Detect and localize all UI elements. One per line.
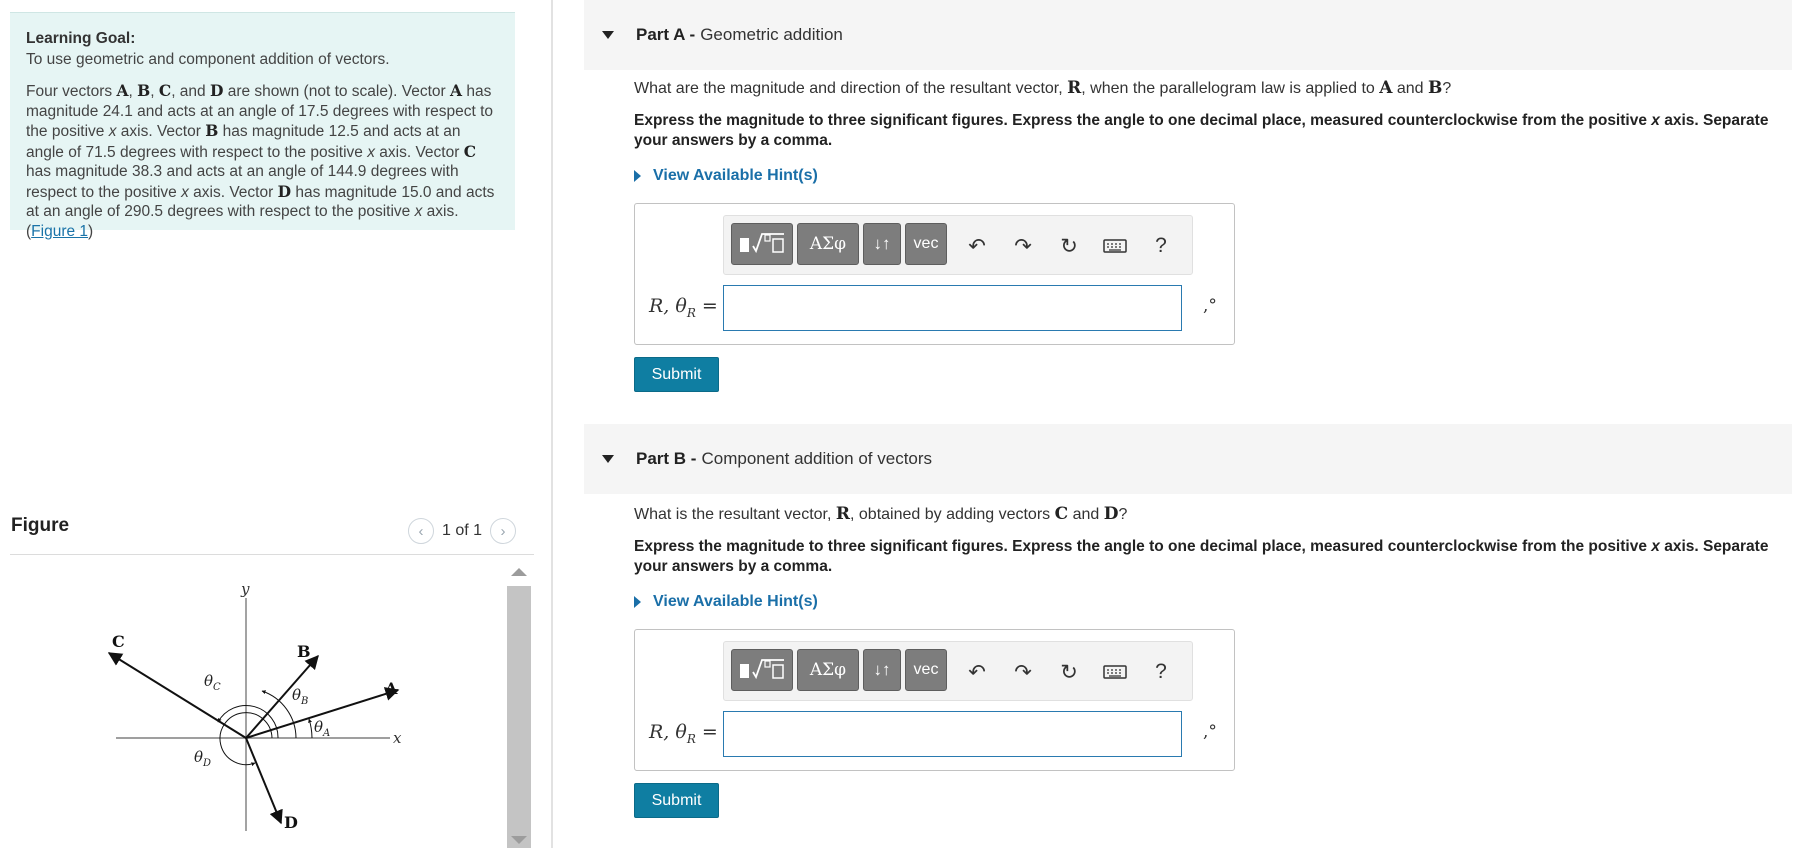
- vector-c: [109, 653, 246, 738]
- question-text: and: [1392, 80, 1429, 97]
- equation-label-text: R, θ: [649, 295, 687, 317]
- caret-right-icon[interactable]: [634, 596, 641, 608]
- caret-down-icon[interactable]: [602, 31, 614, 39]
- vector-symbol-b: B: [1428, 78, 1443, 98]
- equation-label: [649, 295, 718, 320]
- x-axis-symbol: x: [108, 123, 117, 140]
- question-text: What are the magnitude and direction of the resultant vector,: [634, 80, 1068, 97]
- y-axis-label: y: [241, 580, 250, 598]
- vector-symbol-a: A: [116, 81, 129, 100]
- caret-right-icon[interactable]: [634, 170, 641, 182]
- question-text: What is the resultant vector,: [634, 506, 836, 523]
- desc-text: has magnitude 12.5 and acts at an angle of 71.5 degrees with respect to the positive: [26, 123, 461, 161]
- figure-scrollbar[interactable]: [505, 560, 533, 848]
- part-b-question: [634, 504, 1127, 524]
- undo-icon[interactable]: ↶: [968, 660, 986, 684]
- theta-b-label: $\theta_B$: [292, 686, 309, 707]
- vector-symbol-r: R: [835, 504, 851, 524]
- part-a-answer-input[interactable]: [723, 285, 1182, 331]
- scroll-down-icon[interactable]: [511, 836, 527, 844]
- vector-symbol-b: B: [205, 121, 219, 140]
- learning-goal-box: [10, 12, 515, 240]
- scroll-thumb[interactable]: [507, 586, 531, 848]
- x-axis-symbol: x: [1651, 112, 1660, 129]
- x-axis-symbol: x: [1651, 538, 1660, 555]
- templates-icon: [737, 655, 787, 685]
- x-axis-symbol: x: [181, 183, 189, 201]
- vector-symbol-c: C: [463, 141, 477, 161]
- part-a-hint-toggle[interactable]: [634, 167, 818, 185]
- desc-text: axis.: [422, 203, 459, 220]
- part-a-answer-box: [634, 203, 1235, 345]
- learning-goal-title: Learning Goal:: [26, 30, 136, 47]
- desc-text: axis. Vector: [374, 143, 464, 161]
- figure-title: Figure: [11, 515, 70, 536]
- greek-symbols-button[interactable]: ΑΣφ: [797, 649, 859, 691]
- caret-down-icon[interactable]: [602, 455, 614, 463]
- part-b-answer-box: [634, 629, 1235, 771]
- vector-button[interactable]: vec: [905, 223, 947, 265]
- theta-c-label: $\theta_C$: [204, 672, 221, 693]
- instruction-text: axis. Separate your answers by a comma.: [634, 112, 1769, 149]
- help-button[interactable]: ?: [1155, 660, 1167, 683]
- vector-a-label: A: [385, 679, 398, 698]
- equation-equals: =: [695, 295, 718, 317]
- theta-d-label: $\theta_D$: [194, 748, 212, 769]
- vector-symbol-d: D: [277, 181, 292, 201]
- learning-goal-subtitle: To use geometric and component addition of vectors.: [26, 50, 390, 68]
- question-text: , obtained by adding vectors: [850, 506, 1055, 523]
- part-b-header[interactable]: [584, 424, 1792, 494]
- degree-unit: ,°: [1203, 296, 1217, 316]
- equation-label-sub: R: [686, 305, 696, 320]
- arrows-button[interactable]: ↓↑: [863, 649, 901, 691]
- question-text: and: [1068, 506, 1104, 523]
- templates-button[interactable]: [731, 649, 793, 691]
- instruction-text: Express the magnitude to three significant figures. Express the angle to one decimal place, measured counterclockwise from the positive: [634, 538, 1652, 555]
- chevron-left-icon[interactable]: ‹: [408, 518, 434, 544]
- desc-text: has magnitude 38.3 and acts at an angle of 144.9 degrees with respect to the positive: [26, 163, 459, 201]
- problem-description: [26, 81, 499, 241]
- chevron-right-icon[interactable]: ›: [490, 518, 516, 544]
- x-axis-symbol: x: [367, 143, 375, 161]
- part-b-label: Part B -: [636, 449, 697, 468]
- part-b-hint-toggle[interactable]: [634, 593, 818, 611]
- scroll-up-icon[interactable]: [511, 568, 527, 576]
- figure-divider: [10, 554, 534, 555]
- question-text: ?: [1442, 80, 1452, 97]
- templates-icon: [737, 229, 787, 259]
- figure-link[interactable]: Figure 1: [31, 222, 89, 240]
- hint-label[interactable]: View Available Hint(s): [653, 167, 818, 184]
- vector-b-label: B: [297, 642, 311, 661]
- math-toolbar: [723, 215, 1193, 275]
- vector-symbol-r: R: [1067, 78, 1082, 98]
- vector-c-label: C: [112, 632, 125, 651]
- vector-d-label: D: [284, 813, 298, 832]
- part-b-answer-input[interactable]: [723, 711, 1182, 757]
- hint-label[interactable]: View Available Hint(s): [653, 593, 818, 610]
- desc-text: Four vectors: [26, 83, 117, 100]
- degree-unit: ,°: [1203, 722, 1217, 742]
- undo-icon[interactable]: ↶: [968, 234, 986, 258]
- part-a-title: Geometric addition: [700, 25, 843, 44]
- vector-symbol-c: C: [158, 81, 172, 100]
- reset-icon[interactable]: ↻: [1060, 234, 1078, 258]
- vector-symbol-d: D: [209, 81, 224, 100]
- instruction-text: Express the magnitude to three significant figures. Express the angle to one decimal place, measured counterclockwise from the positive: [634, 112, 1652, 129]
- desc-text: axis. Vector: [188, 183, 278, 201]
- figure-page-count: 1 of 1: [442, 522, 483, 539]
- figure-pager: [408, 517, 516, 545]
- equation-equals: =: [695, 721, 718, 743]
- angle-arc-a: [309, 719, 312, 738]
- equation-label-text: R, θ: [649, 721, 687, 743]
- desc-text: axis. Vector: [116, 123, 206, 140]
- question-text: ?: [1118, 506, 1128, 523]
- part-a-header[interactable]: [584, 0, 1792, 70]
- part-b-instructions: [634, 537, 1794, 576]
- part-a-question: [634, 78, 1451, 98]
- desc-text: ,: [128, 83, 138, 100]
- desc-text: (: [26, 222, 32, 240]
- greek-symbols-button[interactable]: ΑΣφ: [797, 223, 859, 265]
- theta-a-label: $\theta_A$: [314, 718, 331, 739]
- desc-text: are shown (not to scale). Vector: [223, 83, 451, 100]
- vector-symbol-b: B: [137, 81, 151, 100]
- part-a-label: Part A -: [636, 25, 696, 44]
- vector-symbol-a: A: [1379, 78, 1393, 98]
- redo-icon[interactable]: ↷: [1014, 234, 1032, 258]
- vector-symbol-a: A: [450, 81, 463, 100]
- part-a-instructions: [634, 111, 1794, 150]
- part-a-submit-button[interactable]: Submit: [634, 357, 719, 392]
- templates-button[interactable]: [731, 223, 793, 265]
- vector-d: [246, 738, 281, 823]
- instruction-text: axis. Separate your answers by a comma.: [634, 538, 1769, 575]
- desc-text: , and: [171, 83, 210, 100]
- help-button[interactable]: ?: [1155, 234, 1167, 257]
- equation-label: [649, 721, 718, 746]
- x-axis-label: x: [393, 729, 402, 747]
- keyboard-icon[interactable]: [1098, 652, 1132, 692]
- vector-figure: [60, 578, 460, 848]
- part-b-submit-button[interactable]: Submit: [634, 783, 719, 818]
- vector-symbol-d: D: [1103, 504, 1119, 524]
- desc-text: ): [88, 222, 94, 240]
- keyboard-icon[interactable]: [1098, 226, 1132, 266]
- desc-text: has magnitude 24.1 and acts at an angle of 17.5 degrees with respect to the positive: [26, 83, 494, 140]
- vector-symbol-c: C: [1054, 504, 1069, 524]
- desc-text: ,: [150, 83, 159, 100]
- redo-icon[interactable]: ↷: [1014, 660, 1032, 684]
- panel-divider: [551, 0, 553, 848]
- part-b-title: Component addition of vectors: [701, 449, 933, 468]
- question-text: , when the parallelogram law is applied to: [1081, 80, 1380, 97]
- vector-button[interactable]: vec: [905, 649, 947, 691]
- desc-text: has magnitude 15.0 and acts at an angle of 290.5 degrees with respect to the positive: [26, 183, 495, 220]
- x-axis-symbol: x: [414, 203, 423, 220]
- math-toolbar: [723, 641, 1193, 701]
- equation-label-sub: R: [686, 731, 696, 746]
- reset-icon[interactable]: ↻: [1060, 660, 1078, 684]
- arrows-button[interactable]: ↓↑: [863, 223, 901, 265]
- left-panel: [0, 0, 552, 848]
